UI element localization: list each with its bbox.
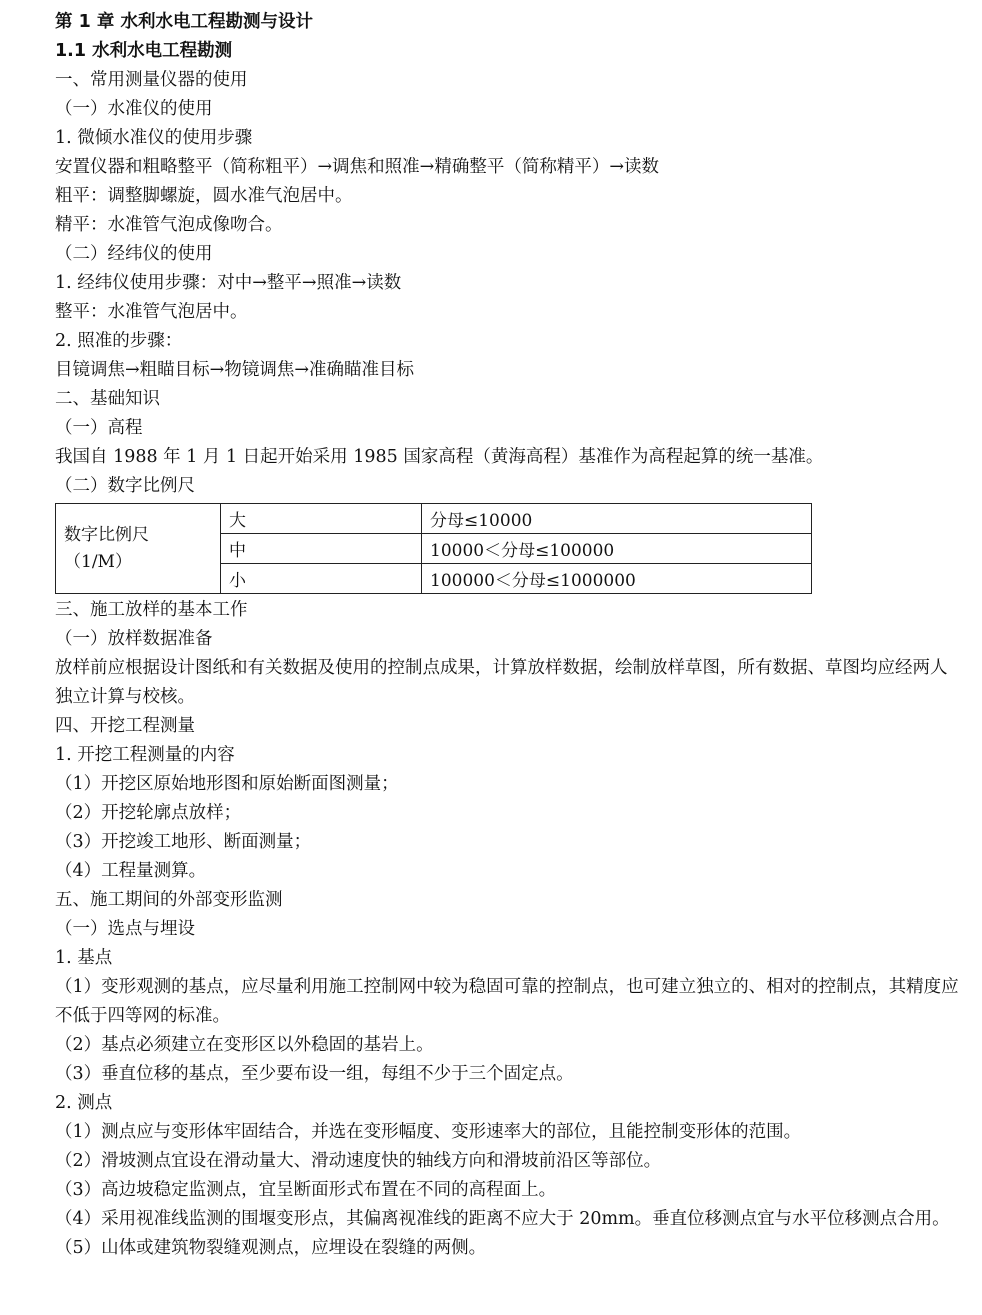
- paragraph: 1. 经纬仪使用步骤：对中→整平→照准→读数: [55, 273, 402, 293]
- chapter-title: 第 1 章 水利水电工程勘测与设计: [55, 12, 313, 32]
- subheading: （二）数字比例尺: [55, 476, 195, 496]
- heading-5: 五、施工期间的外部变形监测: [55, 890, 283, 910]
- paragraph: 整平：水准管气泡居中。: [55, 302, 248, 322]
- paragraph: （2）滑坡测点宜设在滑动量大、滑动速度快的轴线方向和滑坡前沿区等部位。: [55, 1151, 662, 1171]
- paragraph: （1）变形观测的基点，应尽量利用施工控制网中较为稳固可靠的控制点，也可建立独立的、相对的控制点，其精度应不低于四等网的标准。: [55, 977, 959, 1026]
- table-cell-size: 中: [221, 534, 422, 564]
- item-heading: 1. 基点: [55, 948, 113, 968]
- paragraph: （2）基点必须建立在变形区以外稳固的基岩上。: [55, 1035, 434, 1055]
- section-title: 1.1 水利水电工程勘测: [55, 41, 233, 61]
- paragraph: （5）山体或建筑物裂缝观测点，应埋设在裂缝的两侧。: [55, 1238, 487, 1258]
- list-item: （3）开挖竣工地形、断面测量；: [55, 832, 312, 852]
- heading-2: 二、基础知识: [55, 389, 160, 409]
- heading-3: 三、施工放样的基本工作: [55, 600, 248, 620]
- table-header-cell: [56, 504, 221, 594]
- table-cell-range: 10000＜分母≤100000: [422, 534, 812, 564]
- subheading: （一）高程: [55, 418, 143, 438]
- list-item: （2）开挖轮廓点放样；: [55, 803, 242, 823]
- list-item: （1）开挖区原始地形图和原始断面图测量；: [55, 774, 399, 794]
- paragraph: 安置仪器和粗略整平（简称粗平）→调焦和照准→精确整平（简称精平）→读数: [55, 157, 659, 177]
- paragraph: 放样前应根据设计图纸和有关数据及使用的控制点成果，计算放样数据，绘制放样草图，所有数据、草图均应经两人独立计算与校核。: [55, 658, 948, 707]
- paragraph: （3）垂直位移的基点，至少要布设一组，每组不少于三个固定点。: [55, 1064, 574, 1084]
- subheading: （一）选点与埋设: [55, 919, 195, 939]
- heading-1: 一、常用测量仪器的使用: [55, 70, 248, 90]
- paragraph: 我国自 1988 年 1 月 1 日起开始采用 1985 国家高程（黄海高程）基准作为高程起算的统一基准。: [55, 447, 824, 467]
- table-cell-size: 小: [221, 564, 422, 594]
- table-cell-range: 分母≤10000: [422, 504, 812, 534]
- paragraph: 精平：水准管气泡成像吻合。: [55, 215, 283, 235]
- subheading: （二）经纬仪的使用: [55, 244, 213, 264]
- table-header-line: 数字比例尺: [64, 524, 149, 545]
- paragraph: 粗平：调整脚螺旋，圆水准气泡居中。: [55, 186, 353, 206]
- item-heading: 2. 测点: [55, 1093, 113, 1113]
- item-heading: 2. 照准的步骤：: [55, 331, 183, 351]
- table-cell-size: 大: [221, 504, 422, 534]
- table-cell-range: 100000＜分母≤1000000: [422, 564, 812, 594]
- heading-4: 四、开挖工程测量: [55, 716, 195, 736]
- table-row: [56, 504, 812, 534]
- paragraph: 目镜调焦→粗瞄目标→物镜调焦→准确瞄准目标: [55, 360, 414, 380]
- subheading: （一）水准仪的使用: [55, 99, 213, 119]
- item-heading: 1. 开挖工程测量的内容: [55, 745, 235, 765]
- scale-table: [55, 503, 812, 594]
- list-item: （4）工程量测算。: [55, 861, 207, 881]
- paragraph: （1）测点应与变形体牢固结合，并选在变形幅度、变形速率大的部位，且能控制变形体的范围。: [55, 1122, 802, 1142]
- table-header-line: （1/M）: [64, 551, 132, 572]
- paragraph: （3）高边坡稳定监测点，宜呈断面形式布置在不同的高程面上。: [55, 1180, 557, 1200]
- item-heading: 1. 微倾水准仪的使用步骤: [55, 128, 253, 148]
- subheading: （一）放样数据准备: [55, 629, 213, 649]
- paragraph: （4）采用视准线监测的围堰变形点，其偏离视准线的距离不应大于 20mm。垂直位移测点宜与水平位移测点合用。: [55, 1209, 950, 1229]
